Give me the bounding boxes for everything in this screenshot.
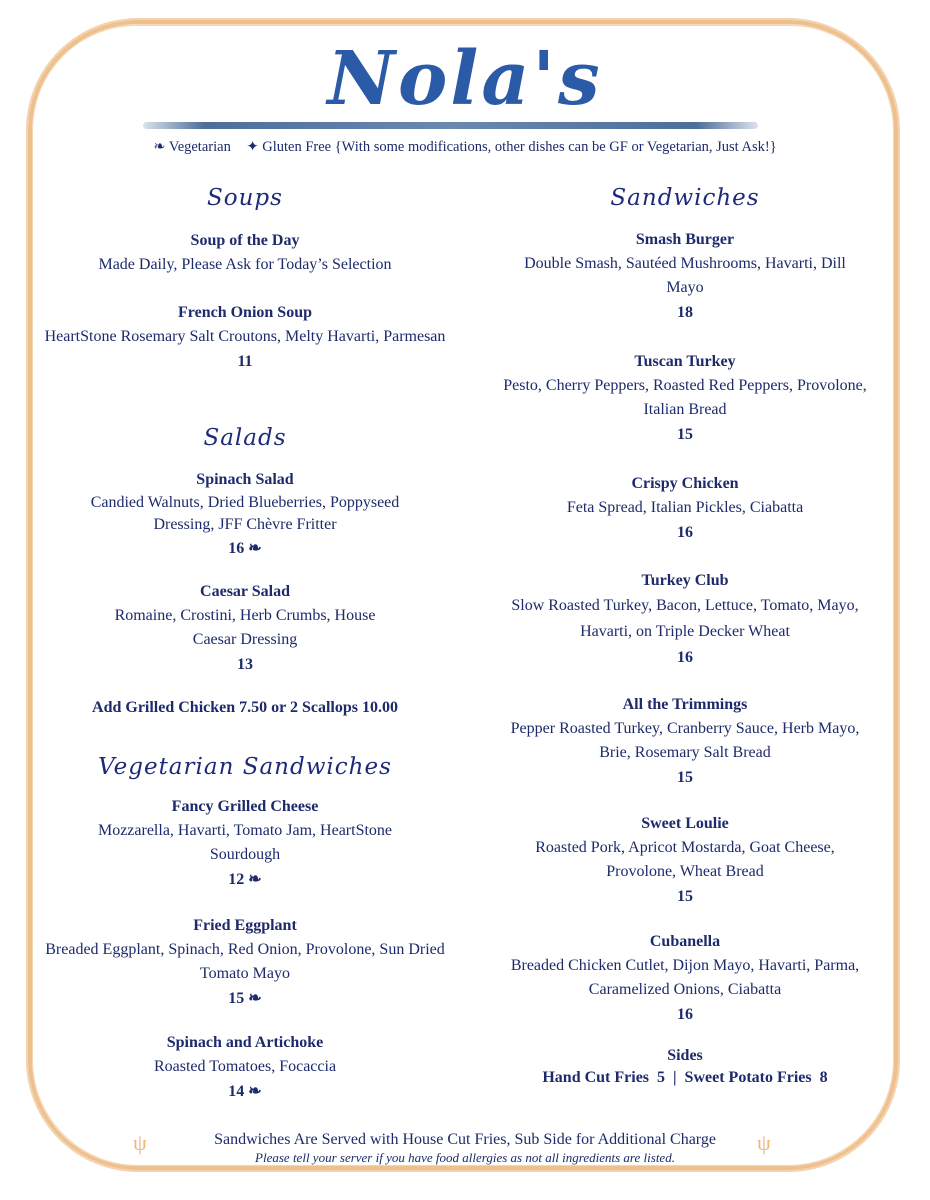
item-desc: Pepper Roasted Turkey, Cranberry Sauce, Herb Mayo, Brie, Rosemary Salt Bread (510, 720, 860, 761)
item-name: Crispy Chicken (631, 475, 739, 492)
item-price: 15 (677, 769, 693, 786)
menu-item (30, 1031, 460, 1105)
item-desc: HeartStone Rosemary Salt Croutons, Melty Havarti, Parmesan (44, 328, 446, 345)
item-price: 12 ❧ (228, 871, 262, 888)
legend-vegetarian: ❧ Vegetarian (153, 139, 231, 155)
menu-item (30, 468, 460, 562)
menu-item (470, 693, 900, 791)
item-price: 13 (237, 656, 253, 673)
menu-item (30, 580, 460, 678)
item-name: Spinach and Artichoke (166, 1034, 324, 1051)
footer-note: Sandwiches Are Served with House Cut Fries, Sub Side for Additional Charge (214, 1131, 716, 1148)
section-title-vegetarian-sandwiches: Vegetarian Sandwiches (98, 754, 392, 780)
item-desc: Roasted Tomatoes, Focaccia (153, 1058, 337, 1075)
item-name: Soup of the Day (190, 232, 300, 249)
item-name: All the Trimmings (622, 696, 748, 713)
item-desc: Roasted Pork, Apricot Mostarda, Goat Cheese, Provolone, Wheat Bread (535, 839, 835, 880)
footer (0, 1130, 930, 1166)
section-title-sandwiches: Sandwiches (610, 185, 760, 211)
legend-note: {With some modifications, other dishes can be GF or Vegetarian, Just Ask!} (334, 139, 777, 155)
section-title-soups: Soups (207, 185, 283, 211)
item-name: Smash Burger (635, 231, 735, 248)
menu-item (30, 914, 460, 1012)
item-name: Fried Eggplant (193, 917, 297, 934)
item-desc: Breaded Chicken Cutlet, Dijon Mayo, Havarti, Parma, Caramelized Onions, Ciabatta (510, 957, 860, 998)
menu-item (30, 795, 460, 893)
item-price: 11 (237, 353, 253, 370)
item-desc: Mozzarella, Havarti, Tomato Jam, HeartStone Sourdough (97, 822, 393, 863)
menu-item (30, 229, 460, 277)
item-desc: Pesto, Cherry Peppers, Roasted Red Peppers, Provolone, Italian Bread (503, 377, 867, 418)
logo-underline (143, 122, 758, 129)
item-name: Sweet Loulie (641, 815, 729, 832)
item-desc: Breaded Eggplant, Spinach, Red Onion, Provolone, Sun Dried Tomato Mayo (45, 941, 445, 982)
item-price: 15 (677, 426, 693, 443)
item-desc: Made Daily, Please Ask for Today’s Selection (98, 256, 392, 273)
sides-section (470, 1047, 900, 1087)
menu-item (470, 812, 900, 910)
item-name: Caesar Salad (200, 583, 290, 600)
item-price: 16 ❧ (228, 540, 262, 557)
dietary-legend (0, 139, 930, 156)
item-name: French Onion Soup (178, 304, 312, 321)
item-name: Spinach Salad (196, 471, 294, 488)
item-price: 18 (677, 304, 693, 321)
item-price: 16 (677, 649, 693, 666)
allergy-note: Please tell your server if you have food allergies as not all ingredients are listed. (255, 1150, 675, 1165)
item-desc: Feta Spread, Italian Pickles, Ciabatta (566, 499, 804, 516)
menu-item (470, 228, 900, 326)
item-price: 15 (677, 888, 693, 905)
item-name: Fancy Grilled Cheese (171, 798, 319, 815)
item-price: 16 (677, 1006, 693, 1023)
item-price: 15 ❧ (228, 990, 262, 1007)
sides-title: Sides (667, 1047, 703, 1064)
item-price: 14 ❧ (228, 1083, 262, 1100)
item-name: Tuscan Turkey (634, 353, 736, 370)
item-price: 16 (677, 524, 693, 541)
legend-gluten-free (246, 139, 776, 155)
fork-icon: ψ (133, 1130, 147, 1155)
menu-item (470, 472, 900, 546)
menu-item (470, 930, 900, 1028)
menu-item (470, 350, 900, 448)
menu-item (470, 569, 900, 671)
item-desc: Candied Walnuts, Dried Blueberries, Poppyseed Dressing, JFF Chèvre Fritter (90, 494, 400, 533)
legend-gluten-free-label: ✦ Gluten Free (246, 139, 332, 155)
menu-item (30, 301, 460, 375)
restaurant-logo: Nola's (327, 36, 603, 122)
sides-line: Hand Cut Fries 5 | Sweet Potato Fries 8 (542, 1069, 828, 1086)
item-desc: Double Smash, Sautéed Mushrooms, Havarti, Dill Mayo (524, 255, 846, 296)
salad-addon: Add Grilled Chicken 7.50 or 2 Scallops 10.00 (92, 699, 398, 716)
item-name: Turkey Club (641, 572, 729, 589)
item-desc: Slow Roasted Turkey, Bacon, Lettuce, Tomato, Mayo, Havarti, on Triple Decker Wheat (511, 597, 859, 640)
section-title-salads: Salads (203, 425, 287, 451)
item-name: Cubanella (649, 933, 721, 950)
item-desc: Romaine, Crostini, Herb Crumbs, House Caesar Dressing (114, 607, 376, 648)
fork-icon: ψ (757, 1130, 771, 1155)
